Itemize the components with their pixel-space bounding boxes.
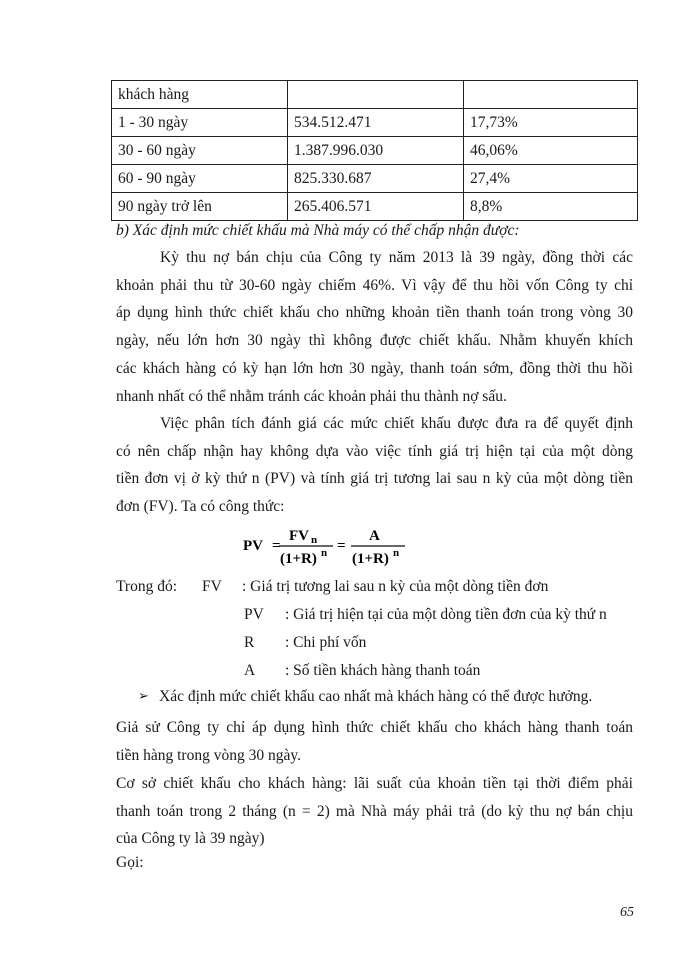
definition-text: : Giá trị hiện tại của một dòng tiền đơn của kỳ thứ n xyxy=(285,606,607,623)
formula-denominator-2: (1+R) xyxy=(352,551,389,567)
paragraph-line: áp dụng hình thức chiết khấu cho những khoản tiền thanh toán trong vòng 30 xyxy=(116,304,633,322)
paragraph-line: thanh toán trong 2 tháng (n = 2) mà Nhà máy phải trả (do kỳ thu nợ bán chịu xyxy=(116,802,633,820)
paragraph-line: nhanh nhất có thể nhằm tránh các khoản phải thu thành nợ sấu. xyxy=(116,387,507,405)
table-row xyxy=(112,81,638,109)
paragraph-line: tiền hàng trong vòng 30 ngày. xyxy=(116,746,301,764)
formula-denominator-exponent-2: n xyxy=(393,547,400,559)
table-row xyxy=(112,165,638,193)
paragraph-line: tiền đơn vị ở kỳ thứ n (PV) và tính giá trị tương lai sau n kỳ của một dòng tiền xyxy=(116,470,633,488)
paragraph-2 xyxy=(116,410,633,521)
table-cell: 8,8% xyxy=(464,193,638,221)
table-cell: 46,06% xyxy=(464,137,638,165)
table-cell xyxy=(288,81,464,109)
formula-numerator-fv: FV xyxy=(289,528,309,544)
table-cell: khách hàng xyxy=(112,81,288,109)
paragraph-line: Kỳ thu nợ bán chịu của Công ty năm 2013 là 39 ngày, đồng thời các xyxy=(160,249,633,266)
receivables-table xyxy=(111,80,638,221)
paragraph-1 xyxy=(116,244,633,410)
page-number: 65 xyxy=(620,905,634,920)
formula-lhs: PV xyxy=(243,538,263,554)
table-cell: 27,4% xyxy=(464,165,638,193)
table-cell: 30 - 60 ngày xyxy=(112,137,288,165)
paragraph-line: của Công ty là 39 ngày) xyxy=(116,830,265,848)
definitions-intro: Trong đó: xyxy=(116,578,178,595)
table-cell: 265.406.571 xyxy=(288,193,464,221)
paragraph-line: các khách hàng có kỳ hạn lớn hơn 30 ngày, thanh toán sớm, đồng thời thu hồi xyxy=(116,359,633,377)
formula-denominator-1: (1+R) xyxy=(280,551,317,567)
formula-numerator-a: A xyxy=(369,528,380,544)
paragraph-line: Giả sử Công ty chỉ áp dụng hình thức chiết khấu cho khách hàng thanh toán xyxy=(116,719,633,736)
table-cell: 60 - 90 ngày xyxy=(112,165,288,193)
definition-symbol: R xyxy=(244,634,255,651)
section-b-heading: b) Xác định mức chiết khấu mà Nhà máy có thể chấp nhận được: xyxy=(116,222,520,239)
table-cell: 1 - 30 ngày xyxy=(112,109,288,137)
paragraph-line: đơn (FV). Ta có công thức: xyxy=(116,498,285,516)
table-row xyxy=(112,137,638,165)
paragraph-line: ngày, nếu lớn hơn 30 ngày thì không được chiết khấu. Nhằm khuyến khích xyxy=(116,332,633,350)
paragraph-line: khoản phải thu từ 30-60 ngày chiếm 46%. Vì vậy để thu hồi vốn Công ty chỉ xyxy=(116,276,633,294)
formula-equals: = xyxy=(272,538,281,554)
table-cell: 825.330.687 xyxy=(288,165,464,193)
table-cell: 90 ngày trở lên xyxy=(112,193,288,221)
paragraph-3 xyxy=(116,714,633,769)
table-cell: 17,73% xyxy=(464,109,638,137)
table-cell: 534.512.471 xyxy=(288,109,464,137)
paragraph-line: Cơ sở chiết khấu cho khách hàng: lãi suất của khoản tiền tại thời điểm phải xyxy=(116,775,633,792)
definition-symbol: PV xyxy=(244,606,264,623)
formula-equals-2: = xyxy=(337,538,346,554)
definition-text: : Chi phí vốn xyxy=(285,634,367,651)
table-row xyxy=(112,193,638,221)
table-row xyxy=(112,109,638,137)
goi-label: Gọi: xyxy=(116,854,144,871)
bullet-text: Xác định mức chiết khấu cao nhất mà khách hàng có thể được hưởng. xyxy=(159,688,593,705)
definition-symbol: FV xyxy=(202,578,222,595)
arrow-bullet-icon: ➢ xyxy=(138,688,149,703)
paragraph-line: Việc phân tích đánh giá các mức chiết khấu được đưa ra để quyết định xyxy=(160,415,633,432)
definition-text: : Số tiền khách hàng thanh toán xyxy=(285,662,481,679)
present-value-formula xyxy=(243,526,423,568)
definition-symbol: A xyxy=(244,662,256,679)
formula-denominator-exponent-1: n xyxy=(321,547,328,559)
table-cell: 1.387.996.030 xyxy=(288,137,464,165)
paragraph-4 xyxy=(116,770,633,853)
paragraph-line: có nên chấp nhận hay không dựa vào việc tính giá trị hiện tại của một dòng xyxy=(116,442,633,460)
definition-text: : Giá trị tương lai sau n kỳ của một dòng tiền đơn xyxy=(242,578,549,595)
table-cell xyxy=(464,81,638,109)
formula-numerator-subscript: n xyxy=(311,534,318,546)
